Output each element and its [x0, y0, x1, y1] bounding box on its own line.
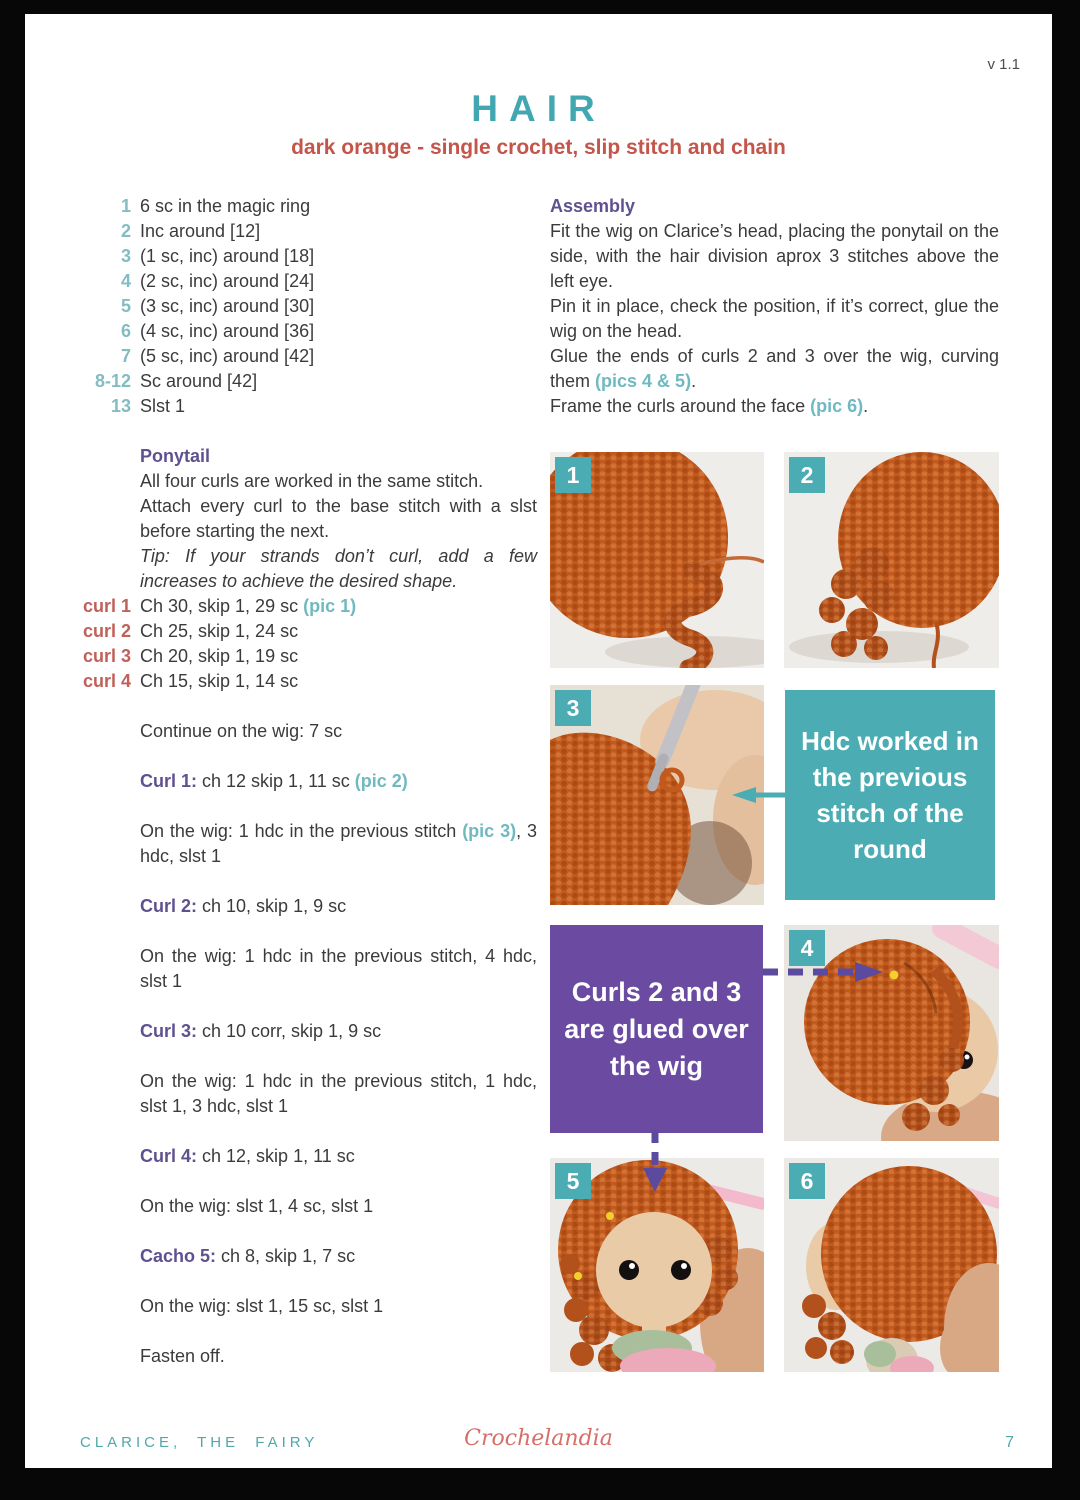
- curl-row: [65, 644, 537, 669]
- row-number: 6: [120, 321, 131, 341]
- footer-pattern-title: CLARICE, THE FAIRY: [80, 1434, 319, 1451]
- step: On the wig: slst 1, 4 sc, slst 1: [140, 1196, 374, 1216]
- row-instruction: Inc around [12]: [140, 221, 261, 241]
- assembly-paragraph: Pin it in place, check the position, if it’s correct, glue the wig on the head.: [550, 296, 999, 341]
- purple-dashed-arrow-down-icon: [640, 1130, 670, 1194]
- curl-instruction: Ch 20, skip 1, 19 sc: [140, 646, 299, 666]
- wig-row: [65, 219, 537, 244]
- wig-row: [65, 369, 537, 394]
- version-label: v 1.1: [987, 56, 1020, 73]
- wig-row: [65, 244, 537, 269]
- row-instruction: Sc around [42]: [140, 371, 258, 391]
- row-number: 8-12: [94, 371, 131, 391]
- curl-row: [65, 594, 537, 619]
- row-instruction: (1 sc, inc) around [18]: [140, 246, 315, 266]
- ponytail-intro-line1: All four curls are worked in the same stitch.: [140, 471, 484, 491]
- assembly-heading: Assembly: [550, 196, 636, 216]
- step: On the wig: 1 hdc in the previous stitch (pic 3), 3 hdc, slst 1: [140, 821, 537, 866]
- purple-dashed-arrow-right-icon: [763, 961, 885, 983]
- wig-row: [65, 194, 537, 219]
- row-number: 3: [120, 246, 131, 266]
- photo-badge: 6: [789, 1163, 825, 1199]
- teal-arrow-icon: [730, 786, 788, 804]
- ponytail-section: [65, 444, 537, 694]
- photo-badge: 5: [555, 1163, 591, 1199]
- step: On the wig: slst 1, 15 sc, slst 1: [140, 1296, 384, 1316]
- photo-4-wig-glued: [784, 925, 999, 1141]
- row-instruction: (2 sc, inc) around [24]: [140, 271, 315, 291]
- wig-curl-steps: [140, 719, 537, 1369]
- step: Continue on the wig: 7 sc: [140, 721, 343, 741]
- photo-6-doll-side: [784, 1158, 999, 1372]
- wig-row: [65, 394, 537, 419]
- pattern-page: [25, 14, 1052, 1468]
- assembly-paragraph: Glue the ends of curls 2 and 3 over the wig, curving them (pics 4 & 5).: [550, 346, 999, 391]
- pic-reference: (pic 2): [354, 771, 408, 791]
- hdc-callout-text: Hdc worked in the previous stitch of the round: [801, 726, 979, 864]
- curls-callout-box: [550, 925, 763, 1133]
- wig-row: [65, 344, 537, 369]
- row-number: 4: [120, 271, 131, 291]
- photo-badge: 1: [555, 457, 591, 493]
- pic-reference: (pic 3): [462, 821, 517, 841]
- wig-row: [65, 319, 537, 344]
- row-number: 7: [120, 346, 131, 366]
- step: Curl 2: ch 10, skip 1, 9 sc: [140, 896, 347, 916]
- step: Curl 1: ch 12 skip 1, 11 sc (pic 2): [140, 771, 408, 791]
- photo-badge: 4: [789, 930, 825, 966]
- curl-instruction: Ch 25, skip 1, 24 sc: [140, 621, 299, 641]
- step: Curl 3: ch 10 corr, skip 1, 9 sc: [140, 1021, 382, 1041]
- brand-logo: Crochelandia: [464, 1426, 613, 1451]
- photo-1-wig-with-curl: [550, 452, 764, 668]
- ponytail-tip: Tip: If your strands don’t curl, add a few increases to achieve the desired shape.: [140, 546, 537, 591]
- row-instruction: 6 sc in the magic ring: [140, 196, 311, 216]
- photo-badge: 2: [789, 457, 825, 493]
- step: Cacho 5: ch 8, skip 1, 7 sc: [140, 1246, 356, 1266]
- curl-row: [65, 619, 537, 644]
- curl-row: [65, 669, 537, 694]
- assembly-paragraph: Fit the wig on Clarice’s head, placing the ponytail on the side, with the hair division aprox 3 stitches above the left eye.: [550, 221, 999, 291]
- pic-reference: (pics 4 & 5): [595, 371, 692, 391]
- curls-callout-text: Curls 2 and 3 are glued over the wig: [564, 976, 749, 1081]
- row-instruction: Slst 1: [140, 396, 186, 416]
- wig-row: [65, 294, 537, 319]
- curl-label: curl 2: [82, 621, 131, 641]
- photo-badge: 3: [555, 690, 591, 726]
- curl-label: curl 1: [82, 596, 131, 616]
- step: Curl 4: ch 12, skip 1, 11 sc: [140, 1146, 355, 1166]
- assembly-paragraph: Frame the curls around the face (pic 6).: [550, 396, 869, 416]
- page-subtitle: dark orange - single crochet, slip stitch and chain: [291, 136, 786, 159]
- curl-label: curl 3: [82, 646, 131, 666]
- curl-instruction: Ch 30, skip 1, 29 sc (pic 1): [140, 596, 357, 616]
- pic-reference: (pic 1): [303, 596, 357, 616]
- curl-label: curl 4: [82, 671, 131, 691]
- pic-reference: (pic 6): [810, 396, 864, 416]
- step: Fasten off.: [140, 1346, 225, 1366]
- assembly-section: [550, 194, 999, 419]
- photo-2-wig-with-curls: [784, 452, 999, 668]
- row-number: 13: [110, 396, 131, 416]
- row-instruction: (4 sc, inc) around [36]: [140, 321, 315, 341]
- instructions-column: [65, 194, 537, 1394]
- step: On the wig: 1 hdc in the previous stitch, 4 hdc, slst 1: [140, 946, 537, 991]
- ponytail-intro-line2: Attach every curl to the base stitch with a slst before starting the next.: [140, 496, 537, 541]
- curl-instruction: Ch 15, skip 1, 14 sc: [140, 671, 299, 691]
- row-instruction: (5 sc, inc) around [42]: [140, 346, 315, 366]
- row-instruction: (3 sc, inc) around [30]: [140, 296, 315, 316]
- step: On the wig: 1 hdc in the previous stitch, 1 hdc, slst 1, 3 hdc, slst 1: [140, 1071, 537, 1116]
- row-number: 5: [120, 296, 131, 316]
- ponytail-heading: Ponytail: [140, 446, 211, 466]
- page-number: 7: [1005, 1434, 1014, 1451]
- page-title: HAIR: [471, 88, 606, 129]
- hdc-callout-box: [785, 690, 995, 900]
- row-number: 1: [120, 196, 131, 216]
- wig-row: [65, 269, 537, 294]
- row-number: 2: [120, 221, 131, 241]
